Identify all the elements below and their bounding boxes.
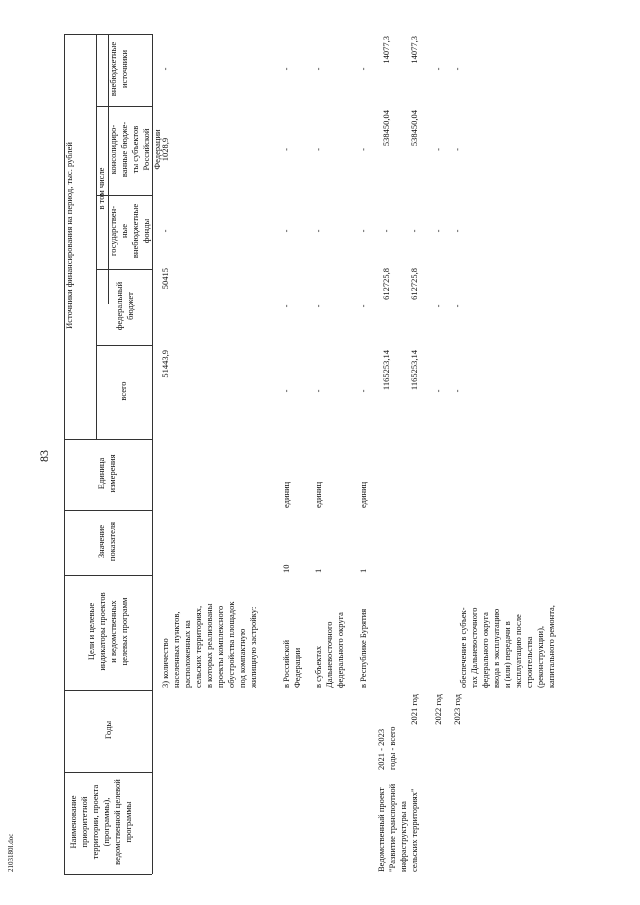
header-consolidated: консолидиро- ванные бюдже- ты субъектов Российской Федерации [108,121,162,178]
row9-goal: обеспечение в субъек- тах Дальневосточного федерального округа ввода в эксплуатацию и (или) передачи в эксплуатацию после строительства (реконструкции), капитального ремонта, [458,605,556,688]
row7-extrabudget: - [433,67,443,71]
row4-goal: в Республике Бурятия [358,608,368,688]
row6-federal: 612725,8 [409,268,419,300]
header-unit: Единица измерения [96,454,117,493]
row6-year: 2021 год [409,694,419,725]
table-left-border [64,874,152,875]
row8-year: 2023 год [452,694,462,725]
row2-goal: в Российской Федерации [281,639,302,688]
header-state-funds: государствен- ные внебюджетные фонды [108,203,151,259]
page-number: 83 [37,450,51,462]
row8-state-funds: - [452,229,462,233]
row5-federal: 612725,8 [381,268,391,300]
header-value: Значение показателя [96,521,117,562]
row3-value: 1 [313,568,323,573]
row8-total: - [452,389,462,393]
header-goals: Цели и целевые индикаторы проектов и ведомственных целевых программ [86,592,129,671]
row4-unit: единиц [358,481,368,508]
row5-total: 1165253,14 [381,350,391,391]
header-extrabudget: внебюджетные источники [108,41,129,97]
row7-state-funds: - [433,229,443,233]
row2-unit: единиц [281,481,291,508]
row3-total: - [313,389,323,393]
row6-consolidated: 538450,04 [409,110,419,147]
row2-total: - [281,389,291,393]
row7-consolidated: - [433,148,443,151]
row4-consolidated: - [358,148,368,151]
row3-unit: единиц [313,481,323,508]
row2-value: 10 [281,564,291,573]
row5-year: 2021 - 2023 годы - всего [376,726,397,770]
row5-state-funds: - [381,229,391,233]
row8-consolidated: - [452,148,462,151]
row7-total: - [433,389,443,393]
header-sources: Источники финансирования на период, тыс. рублей [64,142,74,329]
row1-total: 51443,9 [160,350,170,378]
header-years: Годы [103,720,113,740]
row1-state-funds: - [160,229,170,233]
row7-federal: - [433,304,443,308]
row5-consolidated: 538450,04 [381,110,391,147]
row4-total: - [358,389,368,393]
header-total: всего [118,381,128,401]
row4-extrabudget: - [358,67,368,71]
row4-federal: - [358,304,368,308]
row2-extrabudget: - [281,67,291,71]
row8-federal: - [452,304,462,308]
row5-extrabudget: 14077,3 [381,36,391,64]
row3-state-funds: - [313,229,323,233]
header-federal: федеральный бюджет [114,281,135,331]
row1-extrabudget: - [160,67,170,71]
header-name: Наименование приоритетной территории, проекта (программы), ведомственной целевой программы [68,779,133,865]
row3-extrabudget: - [313,67,323,71]
row3-consolidated: - [313,148,323,151]
row6-state-funds: - [409,229,419,233]
header-including: в том числе [96,167,106,210]
row3-goal: в субъектах Дальневосточного федерального округа [313,612,345,688]
row4-state-funds: - [358,229,368,233]
row4-value: 1 [358,568,368,573]
row6-extrabudget: 14077,3 [409,36,419,64]
row2-federal: - [281,304,291,308]
row8-extrabudget: - [452,67,462,71]
row1-goal: 3) количество населенных пунктов, расположенных на сельских территориях, в которых реализованы проекты комплексного обустройства площадок под компактную жилищную застройку: [160,601,258,688]
row7-year: 2022 год [433,694,443,725]
row2-consolidated: - [281,148,291,151]
row1-consolidated: 1028,9 [160,137,170,162]
row3-federal: - [313,304,323,308]
footer-code: 2103180l.doc [7,833,15,872]
row2-state-funds: - [281,229,291,233]
row1-federal: 50415 [160,268,170,290]
row5-name: Ведомственный проект "Развитие транспортной инфраструктуры на сельских территориях" [376,783,419,872]
row6-total: 1165253,14 [409,350,419,391]
